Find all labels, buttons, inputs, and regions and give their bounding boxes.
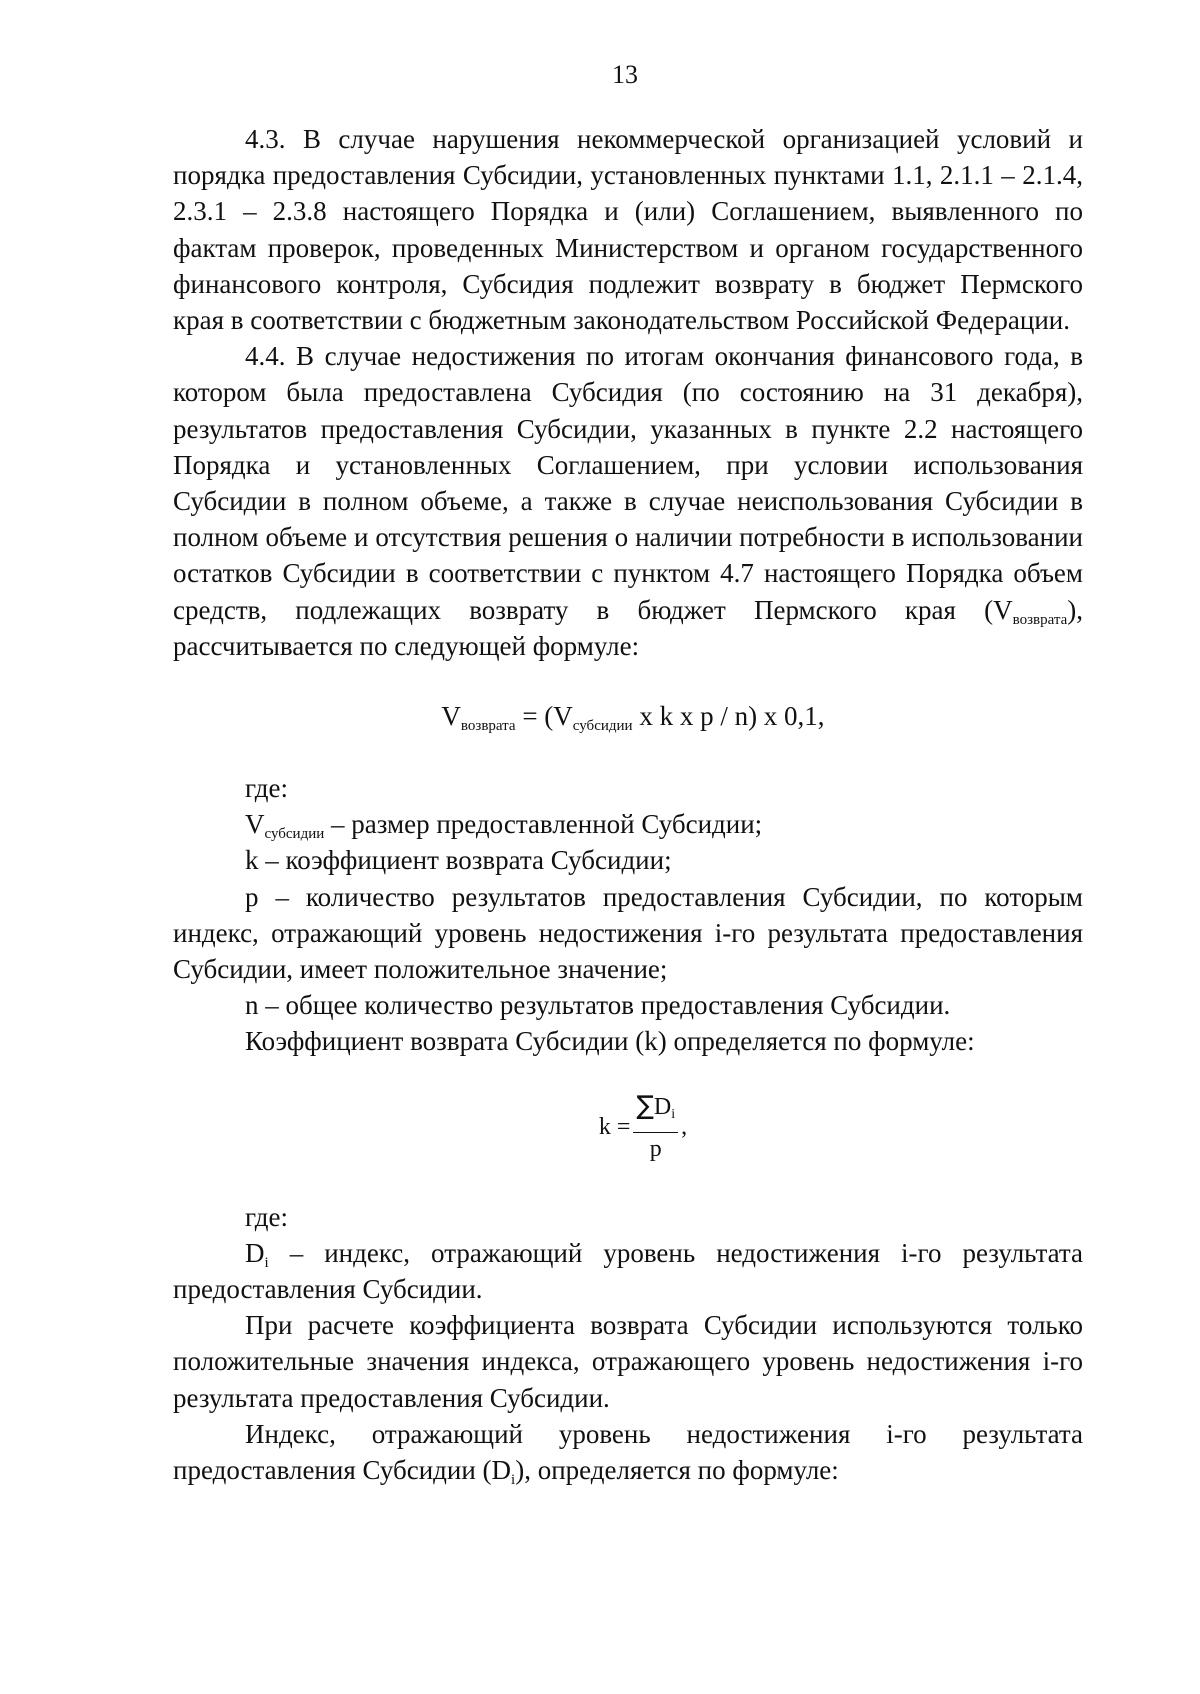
index-intro-end: ), определяется по формуле: (515, 1455, 839, 1486)
definition-k: k – коэффициент возврата Субсидии; (245, 845, 672, 876)
paragraph-4-3: 4.3. В случае нарушения некоммерческой организацией условий и порядка предоставления Субсидии, установленных пунктами 1.1, 2.1.1 – 2.1.4, 2.3.1 – 2.3.8 настоящего Порядка и (или) Соглашением, выявленного по фактам проверок, проведенных Министерством и органом государственного финансового контроля, Субсидия подлежит возврату в бюджет Пермского края в соответствии с бюджетным законодательством Российской Федерации. (173, 124, 1083, 336)
d-subscript: i (264, 1254, 269, 1271)
v-subsidy-subscript: субсидии (264, 826, 325, 843)
where-label-2: где: (245, 1201, 288, 1232)
formula2-num-subscript: i (671, 1106, 676, 1122)
page-number: 13 (612, 60, 638, 89)
index-intro-text: Индекс, отражающий уровень недостижения i-го результата предоставления Субсидии (D (173, 1418, 1083, 1486)
definition-n: n – общее количество результатов предоставления Субсидии. (245, 990, 951, 1021)
index-intro (173, 1416, 1083, 1488)
formula2-lhs: k = (598, 1114, 631, 1141)
document-body (173, 121, 1083, 1488)
coefficient-formula (173, 1090, 1083, 1165)
where-label-1: где: (245, 773, 288, 804)
paragraph-4-4 (173, 338, 1083, 664)
sum-sign: ∑ (636, 1090, 654, 1121)
definition-p: p – количество результатов предоставления Субсидии, по которым индекс, отражающий уровень недостижения i-го результата предоставления Субсидии, имеет положительное значение; (173, 881, 1083, 985)
definition-d (173, 1235, 1083, 1307)
formula2-num-var: D (653, 1093, 672, 1120)
d-text: – индекс, отражающий уровень недостижения i-го результата предоставления Субсидии. (173, 1237, 1083, 1305)
formula1-lhs: V (441, 701, 461, 732)
paragraph-4-4-text: 4.4. В случае недостижения по итогам окончания финансового года, в котором была предоставлена Субсидия (по состоянию на 31 декабря), результатов предоставления Субсидии, указанных в пункте 2.2 настоящего Порядка и установленных Соглашением, при условии использования Субсидии в полном объеме, а также в случае неиспользования Субсидии в полном объеме и отсутствия решения о наличии потребности в использовании остатков Субсидии в соответствии с пунктом 4.7 настоящего Порядка объем средств, подлежащих возврату в бюджет Пермского края ( (173, 341, 1083, 625)
coefficient-intro: Коэффициент возврата Субсидии (k) определяется по формуле: (245, 1026, 975, 1057)
formula1-rhs-subscript: субсидии (572, 718, 633, 735)
formula2-denominator: p (649, 1135, 662, 1162)
return-volume-formula (173, 698, 1083, 734)
v-return-variable: V (993, 594, 1013, 625)
formula2-trail: , (681, 1114, 688, 1141)
definition-v-subsidy (173, 806, 1083, 842)
formula2-numerator (633, 1090, 678, 1133)
index-intro-subscript: i (511, 1472, 516, 1489)
formula1-rest: x k x p / n) x 0,1, (632, 701, 825, 732)
v-return-subscript: возврата (1012, 611, 1068, 628)
d-variable: D (245, 1237, 265, 1268)
formula1-lhs-subscript: возврата (460, 718, 516, 735)
v-subsidy-variable: V (245, 809, 265, 840)
paragraph-4-4-end: ), рассчитывается по следующей формуле: (173, 594, 1083, 661)
v-subsidy-text: – размер предоставленной Субсидии; (324, 809, 763, 840)
positive-values-note: При расчете коэффициента возврата Субсидии используются только положительные значения индекса, отражающего уровень недостижения i-го результата предоставления Субсидии. (173, 1310, 1083, 1413)
formula1-eq: = (V (515, 701, 573, 732)
formula2-fraction (633, 1090, 678, 1165)
